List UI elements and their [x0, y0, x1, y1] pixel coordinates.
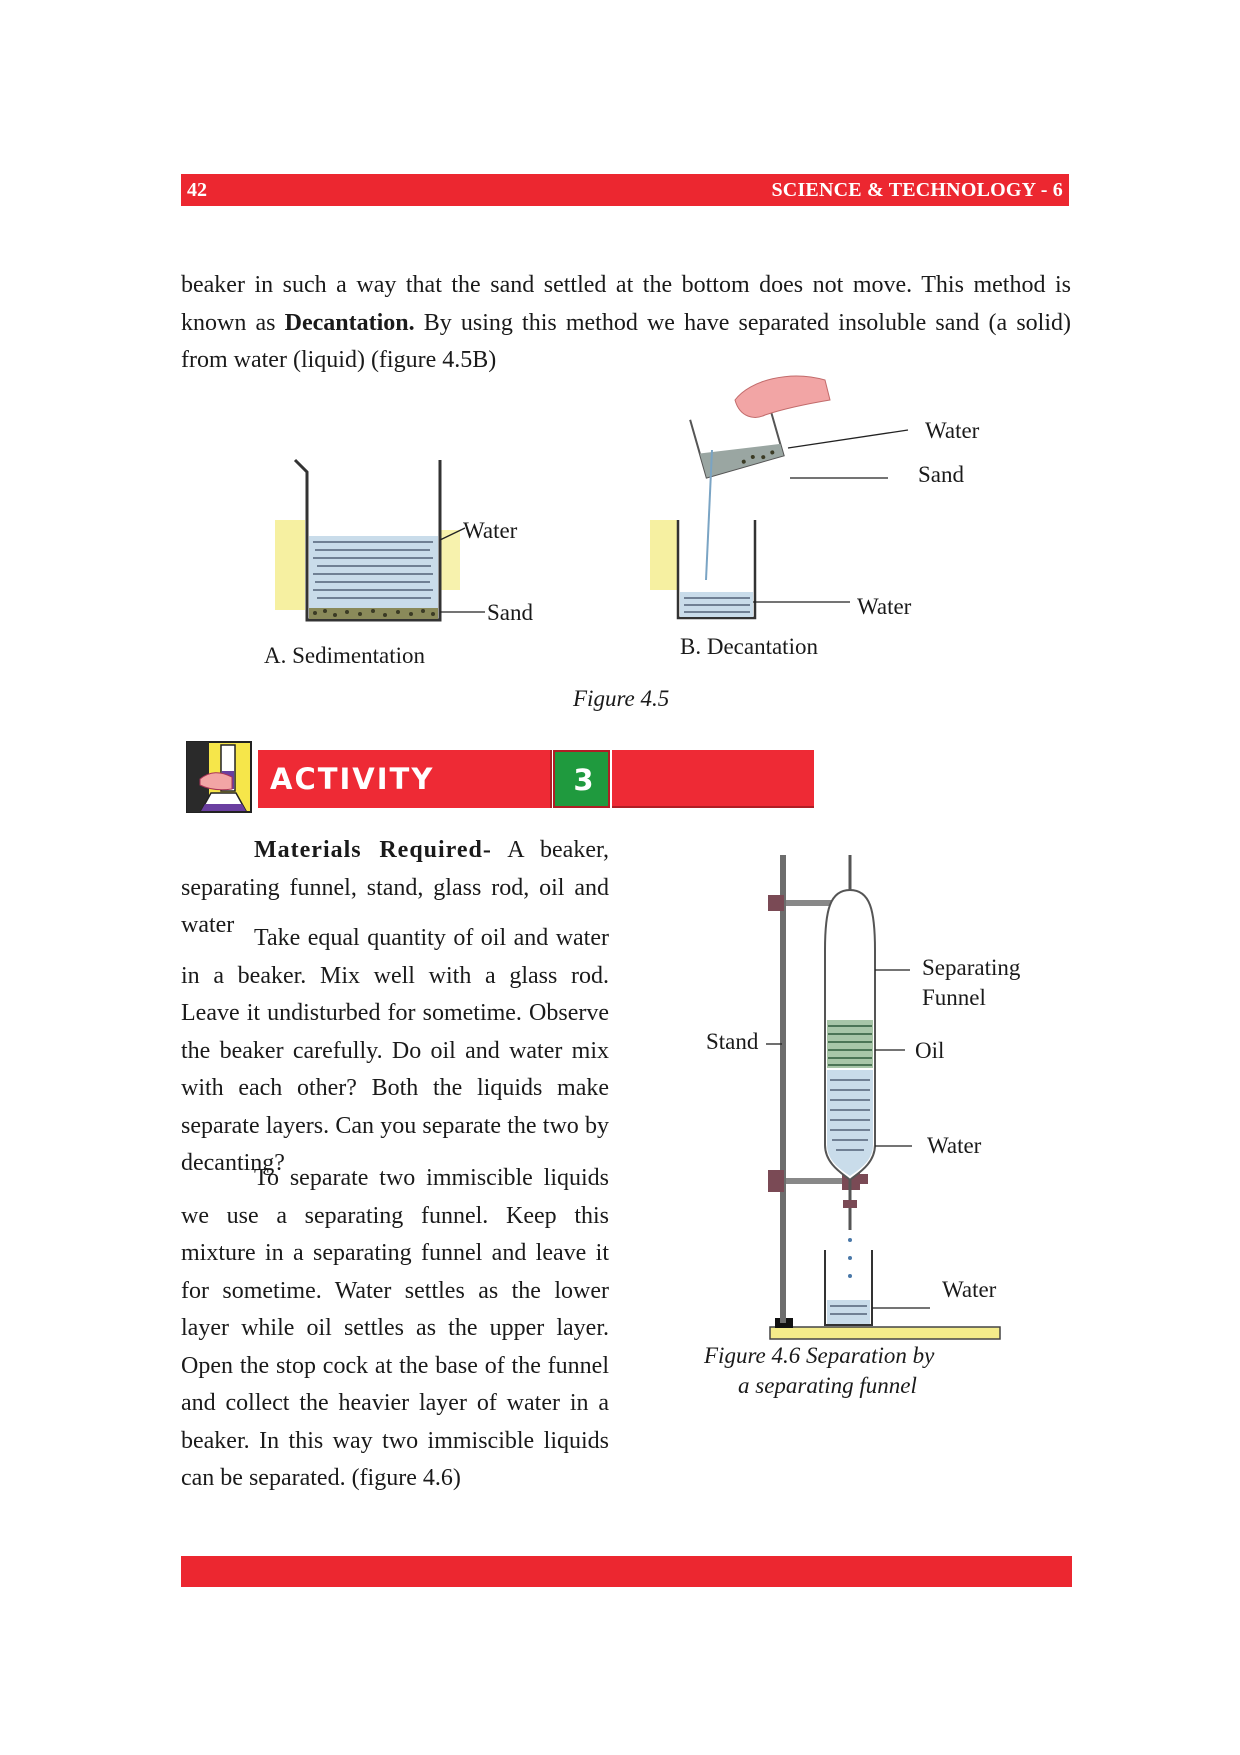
decantation-term: Decantation.: [284, 309, 415, 336]
decantation-illustration: [640, 370, 930, 630]
activity-paragraph-2: Take equal quantity of oil and water in a beaker. Mix well with a glass rod. Leave it undisturbed for sometime. Observe the beaker carefully. Do oil and water mix with each other? Both the liquids make separate layers. Can you separate the two by decanting?: [181, 925, 609, 1176]
activity-label: ACTIVITY: [270, 762, 435, 796]
materials-text: A beaker, separating funnel, stand, glass rod, oil and water: [181, 837, 610, 938]
funnel-label-line-2: Funnel: [922, 985, 986, 1010]
intro-text-2: By using this method we have separated insoluble sand (a solid) from water (liquid) (figure 4.5B): [181, 309, 1071, 373]
beaker-water-label: Water: [942, 1277, 997, 1302]
figure-4-6-caption-line-1: Figure 4.6 Separation by: [704, 1343, 935, 1368]
activity-banner: [258, 750, 814, 808]
page-number: 42: [187, 179, 207, 201]
intro-paragraph: [181, 267, 1071, 380]
book-title: SCIENCE & TECHNOLOGY - 6: [771, 179, 1063, 201]
decantation-caption: B. Decantation: [680, 634, 818, 659]
page-header-bar: [181, 174, 1069, 206]
funnel-label-line-1: Separating: [922, 955, 1021, 980]
stand-label: Stand: [706, 1029, 759, 1054]
sedimentation-water-label: Water: [463, 518, 518, 543]
materials-heading: Materials Required-: [254, 837, 492, 863]
page-footer-bar: [181, 1556, 1072, 1587]
activity-label-panel: [258, 750, 552, 808]
activity-icon: [186, 741, 252, 813]
intro-text-1: beaker in such a way that the sand settled at the bottom does not move. This method is known as: [181, 272, 1071, 336]
activity-banner-tail: [612, 750, 814, 808]
activity-number-panel: [553, 750, 610, 808]
figure-4-5-caption: Figure 4.5: [573, 686, 670, 711]
decantation-water-top-label: Water: [925, 418, 980, 443]
funnel-water-label: Water: [927, 1133, 982, 1158]
activity-number: 3: [573, 763, 594, 797]
figure-4-6-caption-line-2: a separating funnel: [738, 1373, 917, 1398]
separating-funnel-illustration: [700, 830, 1020, 1340]
sedimentation-sand-label: Sand: [487, 600, 533, 625]
decantation-sand-label: Sand: [918, 462, 964, 487]
sedimentation-illustration: [265, 450, 485, 630]
oil-label: Oil: [915, 1038, 945, 1063]
sedimentation-caption: A. Sedimentation: [264, 643, 425, 668]
activity-paragraph-3: To separate two immiscible liquids we use a separating funnel. Keep this mixture in a separating funnel and leave it for sometime. Water settles as the lower layer while oil settles as the upper layer. Open the stop cock at the base of the funnel and collect the heavier layer of water in a beaker. In this way two immiscible liquids can be separated. (figure 4.6): [181, 1165, 609, 1491]
decantation-water-bottom-label: Water: [857, 594, 912, 619]
